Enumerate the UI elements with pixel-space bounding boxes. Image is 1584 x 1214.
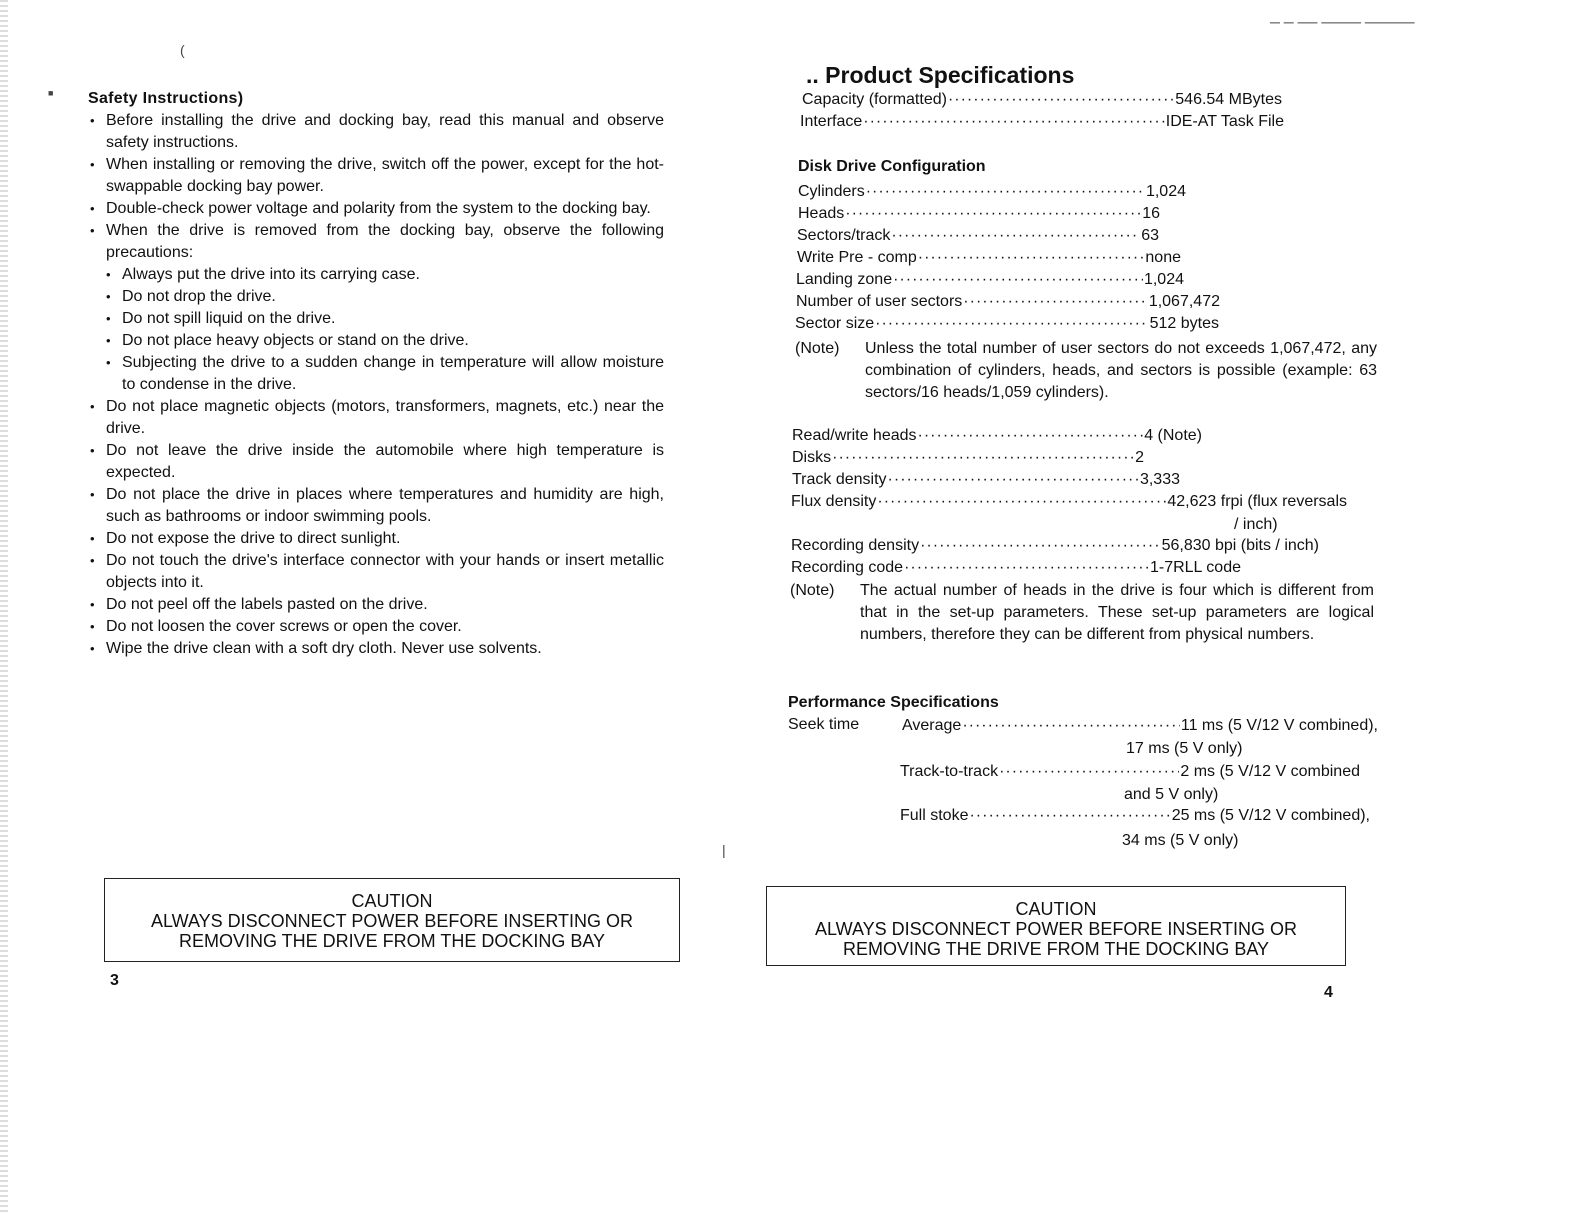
page-number-right: 4	[1324, 984, 1333, 1001]
caution-title: CAUTION	[1015, 899, 1097, 919]
seek-continuation: and 5 V only)	[1124, 786, 1219, 803]
config-row	[796, 292, 1220, 312]
scan-mark: |	[722, 842, 726, 858]
seek-continuation: 17 ms (5 V only)	[1126, 740, 1243, 757]
spec-label: Interface	[800, 113, 863, 130]
performance-heading: Performance Specifications	[788, 694, 999, 711]
safety-list	[88, 110, 664, 660]
spec-label: Capacity (formatted)	[802, 91, 947, 108]
seek-time-label: Seek time	[788, 716, 860, 733]
spec-value: 1,024	[1143, 271, 1184, 288]
media-row	[791, 536, 1319, 556]
spec-value: 2	[1135, 449, 1144, 466]
spec-value: 11 ms (5 V/12 V combined),	[1180, 717, 1378, 734]
safety-item: • Do not loosen the cover screws or open the cover.	[88, 616, 664, 638]
note-text: The actual number of heads in the drive is four which is different from that in the set-up parameters. These set-up parameters are logical numbers, therefore they can be different from physical numbers.	[860, 582, 1374, 643]
spec-label: Average	[902, 717, 962, 734]
spec-value: 25 ms (5 V/12 V combined),	[1171, 807, 1370, 824]
spec-value: IDE-AT Task File	[1165, 113, 1284, 130]
media-row	[791, 492, 1347, 512]
scan-mark: (	[180, 42, 185, 58]
caution-line: REMOVING THE DRIVE FROM THE DOCKING BAY	[178, 931, 606, 951]
spec-value: 63	[1141, 227, 1159, 244]
spec-label: Write Pre - comp	[797, 249, 917, 266]
spec-label: Track density	[792, 471, 887, 488]
seek-continuation: 34 ms (5 V only)	[1122, 832, 1239, 849]
safety-item: • Do not touch the drive's interface connector with your hands or insert metallic objects into it.	[88, 550, 664, 594]
spec-label: Number of user sectors	[796, 293, 963, 310]
media-row	[792, 448, 1144, 468]
spec-value: 546.54 MBytes	[1175, 91, 1282, 108]
safety-subitem: • Subjecting the drive to a sudden change in temperature will allow moisture to condense in the drive.	[88, 352, 664, 396]
safety-subitem: • Do not spill liquid on the drive.	[88, 308, 664, 330]
safety-item: • When installing or removing the drive, switch off the power, except for the hot-swappable docking bay power.	[88, 154, 664, 198]
spec-label: Full stoke	[900, 807, 969, 824]
spec-value: 1,067,472	[1148, 293, 1220, 310]
spec-label: Recording code	[791, 559, 904, 576]
heads-note	[790, 580, 1374, 646]
safety-item: • Do not peel off the labels pasted on the drive.	[88, 594, 664, 616]
page-number-left: 3	[110, 972, 119, 989]
spec-row-capacity	[802, 90, 1282, 110]
media-row	[792, 426, 1202, 446]
spec-label: Cylinders	[798, 183, 865, 200]
flux-continuation: / inch)	[1234, 516, 1278, 533]
safety-item: • Wipe the drive clean with a soft dry cloth. Never use solvents.	[88, 638, 664, 660]
spec-label: Sectors/track	[797, 227, 891, 244]
caution-box-left	[104, 878, 680, 962]
spec-value: none	[1145, 249, 1181, 266]
spec-value: 1-7RLL code	[1149, 559, 1241, 576]
config-row	[796, 270, 1184, 290]
safety-item: • Do not expose the drive to direct sunlight.	[88, 528, 664, 550]
config-note	[795, 338, 1377, 404]
media-row	[791, 558, 1241, 578]
scan-mark: ─ ─ ── ──── ─────	[1270, 14, 1415, 30]
note-text: Unless the total number of user sectors do not exceeds 1,067,472, any combination of cylinders, heads, and sectors is possible (example: 63 sectors/16 heads/1,059 cylinders).	[865, 340, 1377, 401]
caution-line: ALWAYS DISCONNECT POWER BEFORE INSERTING OR	[814, 919, 1298, 939]
spec-value: 4 (Note)	[1144, 427, 1202, 444]
config-row	[797, 226, 1159, 246]
config-row	[798, 204, 1160, 224]
seek-row	[900, 762, 1360, 782]
safety-heading: Safety Instructions)	[88, 90, 244, 107]
spec-row-interface	[800, 112, 1284, 132]
spec-value: 2 ms (5 V/12 V combined	[1180, 763, 1360, 780]
spec-label: Read/write heads	[792, 427, 917, 444]
note-tag: (Note)	[790, 582, 835, 599]
spec-label: Heads	[798, 205, 845, 222]
safety-item: • Double-check power voltage and polarity from the system to the docking bay.	[88, 198, 664, 220]
spec-value: 3,333	[1139, 471, 1180, 488]
spec-value: 1,024	[1145, 183, 1186, 200]
safety-item: • Do not leave the drive inside the automobile where high temperature is expected.	[88, 440, 664, 484]
spec-value: 56,830 bpi (bits / inch)	[1161, 537, 1319, 554]
config-row	[798, 182, 1186, 202]
safety-item: • Before installing the drive and docking bay, read this manual and observe safety instructions.	[88, 110, 664, 154]
config-row	[795, 314, 1219, 334]
config-heading: Disk Drive Configuration	[798, 158, 986, 175]
media-row	[792, 470, 1180, 490]
scan-edge	[0, 0, 8, 1214]
safety-item: • When the drive is removed from the docking bay, observe the following precautions:	[88, 220, 664, 264]
config-row	[797, 248, 1181, 268]
page-title: .. Product Specifications	[806, 62, 1075, 88]
note-tag: (Note)	[795, 340, 840, 357]
spec-label: Flux density	[791, 493, 877, 510]
spec-value: 42,623 frpi (flux reversals	[1167, 493, 1347, 510]
safety-subitem: • Do not place heavy objects or stand on the drive.	[88, 330, 664, 352]
caution-box-right	[766, 886, 1346, 966]
spec-label: Recording density	[791, 537, 920, 554]
spec-value: 512 bytes	[1149, 315, 1219, 332]
safety-item: • Do not place the drive in places where temperatures and humidity are high, such as bathrooms or indoor swimming pools.	[88, 484, 664, 528]
caution-line: REMOVING THE DRIVE FROM THE DOCKING BAY	[842, 939, 1270, 959]
seek-row	[902, 716, 1378, 736]
spec-label: Sector size	[795, 315, 875, 332]
caution-line: ALWAYS DISCONNECT POWER BEFORE INSERTING OR	[150, 911, 634, 931]
scan-mark: ■	[48, 88, 54, 98]
seek-row	[900, 806, 1370, 826]
spec-value: 16	[1142, 205, 1160, 222]
safety-subitem: • Always put the drive into its carrying case.	[88, 264, 664, 286]
spec-label: Track-to-track	[900, 763, 999, 780]
caution-title: CAUTION	[351, 891, 433, 911]
safety-subitem: • Do not drop the drive.	[88, 286, 664, 308]
safety-item: • Do not place magnetic objects (motors, transformers, magnets, etc.) near the drive.	[88, 396, 664, 440]
spec-label: Disks	[792, 449, 832, 466]
spec-label: Landing zone	[796, 271, 893, 288]
